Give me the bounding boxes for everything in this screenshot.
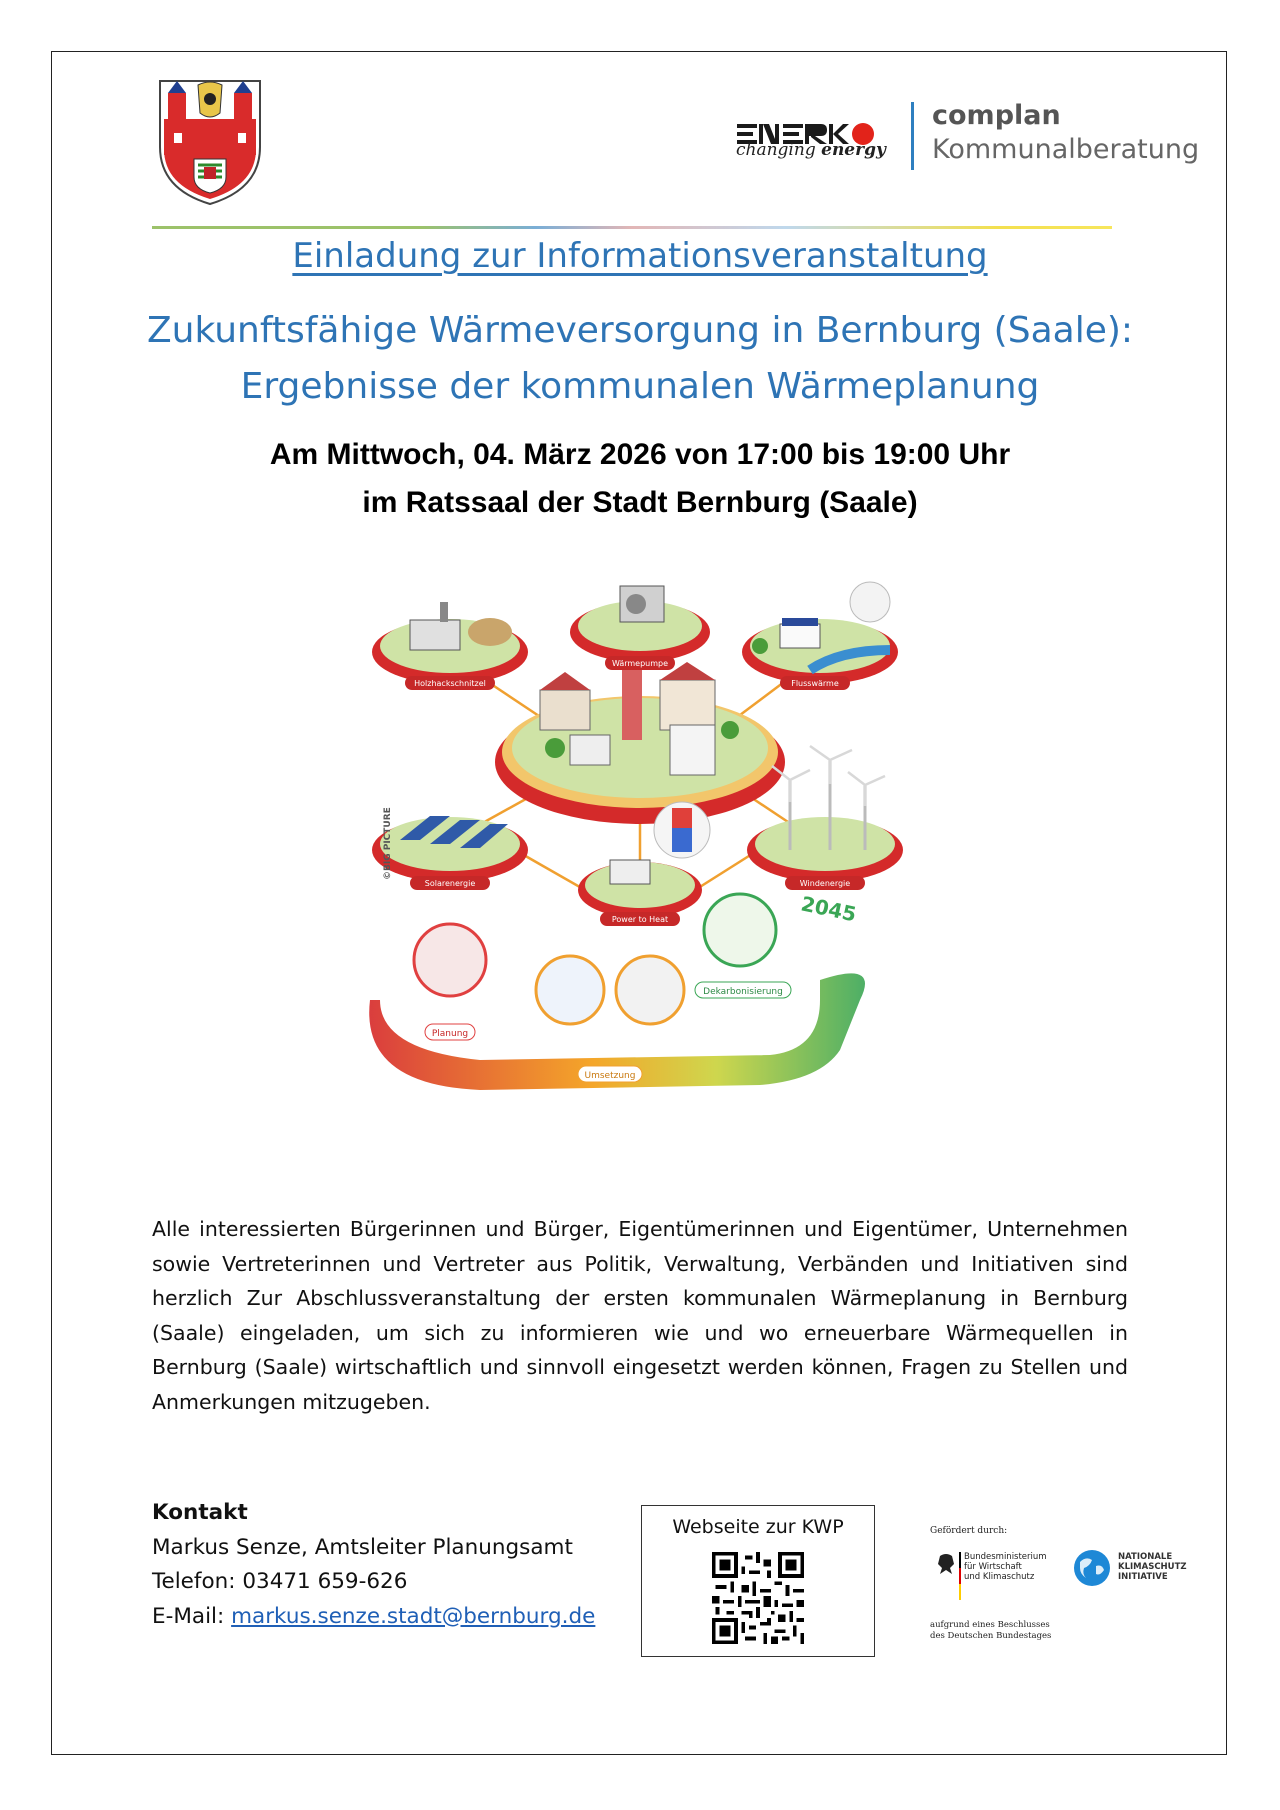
contact-phone: Telefon: 03471 659-626 — [152, 1569, 408, 1594]
target-year: 2045 — [798, 891, 859, 927]
label-wood-chips: Holzhackschnitzel — [414, 679, 486, 688]
label-implementation: Umsetzung — [584, 1071, 636, 1081]
river-heat-node — [742, 582, 898, 690]
colored-divider — [152, 226, 1112, 229]
qr-box — [641, 1505, 875, 1657]
label-heat-pump: Wärmepumpe — [611, 659, 669, 668]
funded-by-label: Gefördert durch: — [930, 1526, 1008, 1536]
image-credit: ©BIG PICTURE — [383, 807, 393, 880]
event-title-line2: Ergebnisse der kommunalen Wärmeplanung — [240, 366, 1040, 407]
event-date: Am Mittwoch, 04. März 2026 von 17:00 bis 19:00 Uhr — [269, 438, 1011, 471]
globe-icon — [1072, 1548, 1112, 1588]
contact-email-link[interactable]: markus.senze.stadt@bernburg.de — [231, 1603, 596, 1629]
label-planning: Planung — [431, 1029, 469, 1039]
nki-logo-text: NATIONALE KLIMASCHUTZ INITIATIVE — [1118, 1552, 1187, 1582]
label-wind: Windenergie — [799, 879, 851, 888]
solar-node — [372, 816, 528, 890]
contact-block — [152, 1496, 595, 1634]
complan-subtitle: Kommunalberatung — [932, 134, 1200, 165]
contact-email-prefix: E-Mail: — [152, 1603, 232, 1629]
wood-chips-node — [372, 602, 528, 690]
contact-name: Markus Senze, Amtsleiter Planungsamt — [152, 1534, 573, 1560]
heat-planning-illustration — [340, 580, 940, 1160]
bernburg-coat-of-arms — [154, 77, 266, 207]
event-location: im Ratssaal der Stadt Bernburg (Saale) — [362, 486, 918, 519]
contact-heading: Kontakt — [152, 1500, 248, 1525]
enerko-logo — [735, 96, 885, 176]
bundestag-resolution: aufgrund eines Beschlusses des Deutschen Bundestages — [930, 1620, 1052, 1641]
logo-divider — [911, 102, 914, 170]
label-river-heat: Flusswärme — [791, 679, 839, 688]
qr-label: Webseite zur KWP — [672, 1516, 844, 1538]
ministry-name: Bundesministerium für Wirtschaft und Klimaschutz — [964, 1552, 1047, 1582]
enerko-tagline: changing energy — [736, 140, 886, 160]
heat-pump-node — [570, 586, 710, 670]
event-title-line1: Zukunftsfähige Wärmeversorgung in Bernburg (Saale): — [146, 310, 1134, 351]
invitation-body: Alle interessierten Bürgerinnen und Bürger, Eigentümerinnen und Eigentümer, Unternehmen sowie Vertreterinnen und Vertreter aus Politik, Verwaltung, Verbänden und Initiativen sind herzlich Zur Abschlussveranstaltung der ersten kommunalen Wärmeplanung in Bernburg (Saale) eingeladen, um sich zu informieren wie und wo erneuerbare Wärmequellen in Bernburg (Saale) wirtschaftlich und sinnvoll eingesetzt werden können, Fragen zu Stellen und Anmerkungen mitzugeben. — [152, 1217, 1128, 1414]
complan-wordmark: complan — [932, 100, 1061, 131]
label-solar: Solarenergie — [424, 879, 476, 888]
qr-code[interactable] — [712, 1552, 804, 1644]
contact-email-line — [152, 1600, 595, 1635]
label-decarbonisation: Dekarbonisierung — [703, 987, 783, 997]
invitation-heading: Einladung zur Informationsveranstaltung — [292, 236, 988, 276]
label-power-to-heat: Power to Heat — [611, 915, 669, 924]
